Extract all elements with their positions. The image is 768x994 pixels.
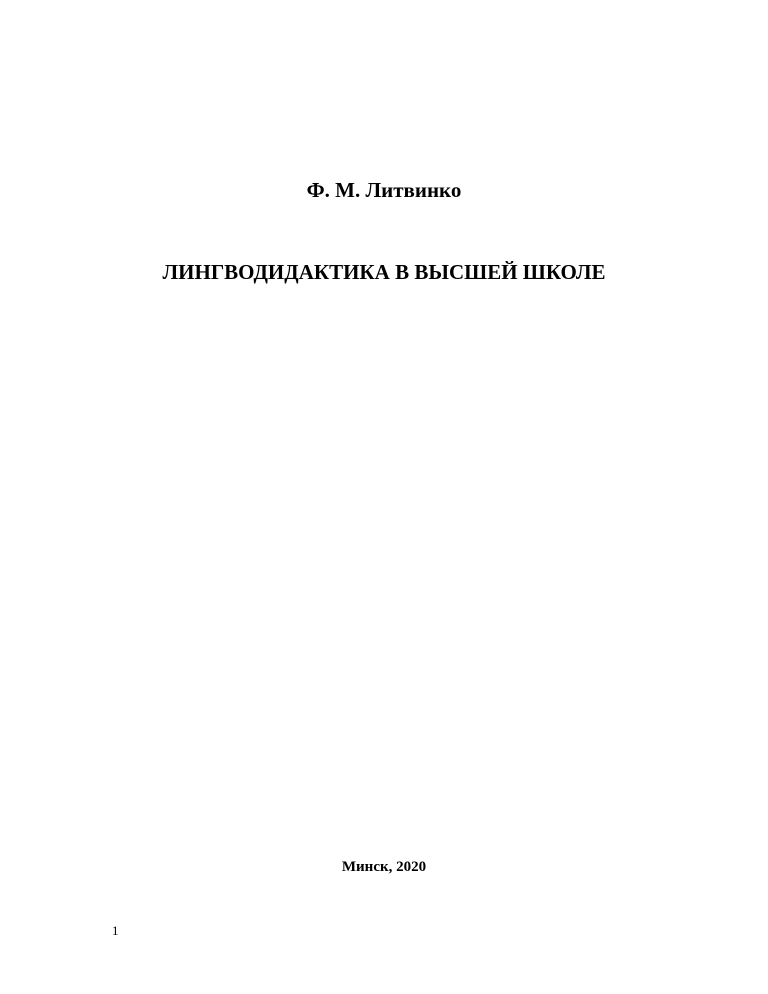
page-number: 1	[112, 923, 119, 938]
publication-place-year: Минск, 2020	[341, 859, 427, 875]
author-name: Ф. М. Литвинко	[306, 178, 462, 202]
document-title: ЛИНГВОДИДАКТИКА В ВЫСШЕЙ ШКОЛЕ	[162, 260, 606, 284]
